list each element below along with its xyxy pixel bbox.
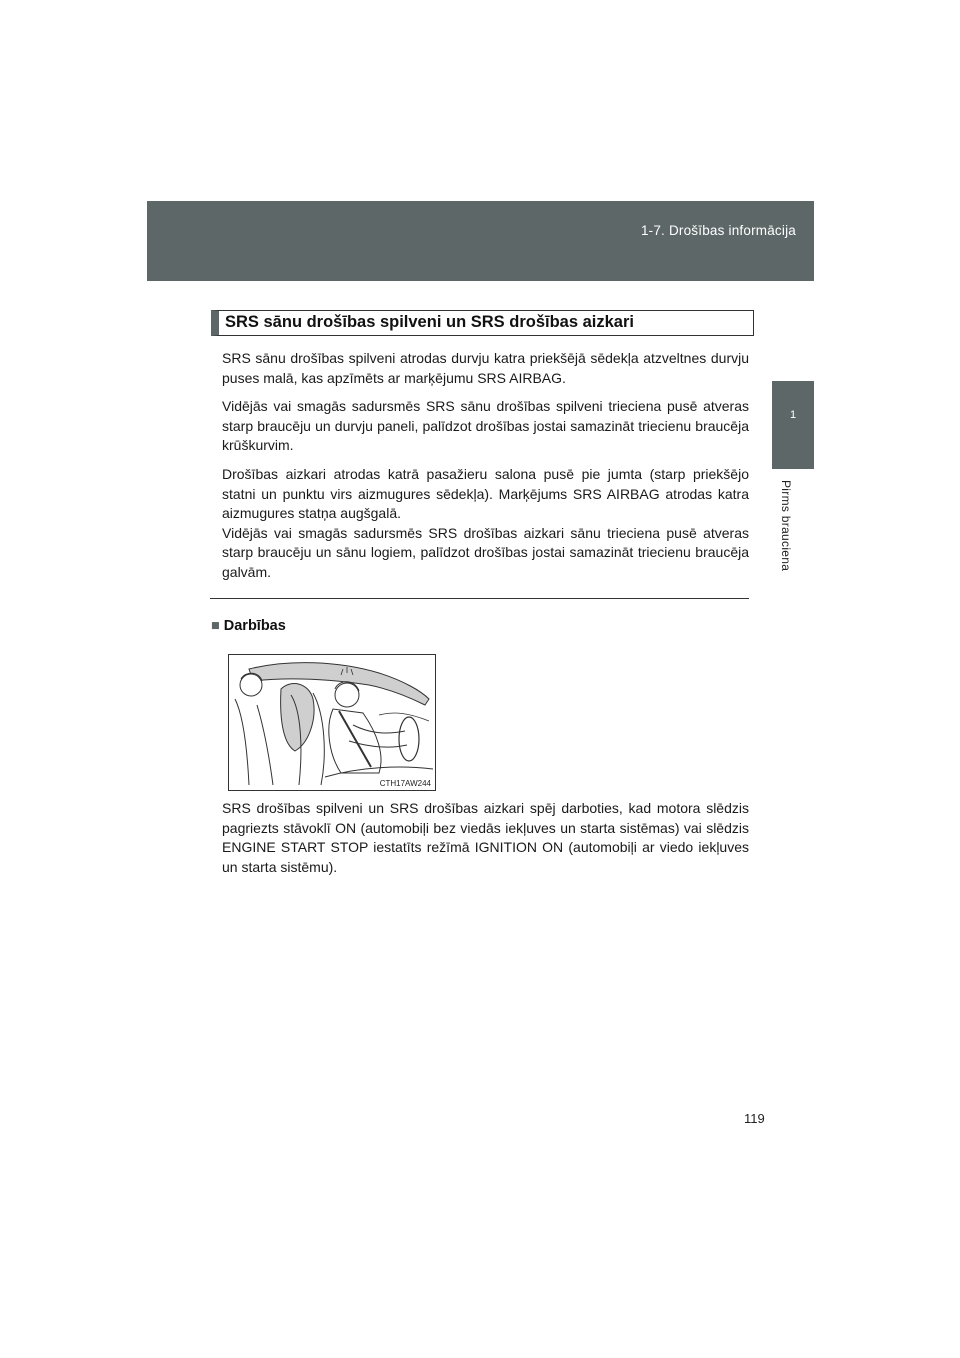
paragraph: Vidējās vai smagās sadursmēs SRS drošības aizkari sānu trieciena pusē atveras starp braucēju un sānu logiem, palīdzot drošības jostai samazināt triecienu braucēja galvām. (222, 524, 749, 580)
section-body (222, 349, 749, 583)
paragraph: SRS drošības spilveni un SRS drošības aizkari spēj darboties, kad motora slēdzis pagriezts stāvoklī ON (automobiļi bez viedās iekļuves un starta sistēmas) vai slēdzis ENGINE START STOP iestatīts režīmā IGNITION ON (automobiļi ar viedo iekļuves un starta sistēmu). (222, 800, 749, 875)
paragraph: SRS sānu drošības spilveni atrodas durvju katra priekšējā sēdekļa atzveltnes durvju puses malā, kas apzīmēts ar marķējumu SRS AIRBAG. (222, 350, 749, 386)
subsection-title: Darbības (223, 618, 286, 634)
page-number: 119 (744, 1111, 765, 1126)
chapter-label: Pirms brauciena (779, 480, 793, 572)
section-title: 1-7. Drošības informācija (640, 223, 796, 238)
subsection-heading (211, 618, 286, 634)
paragraph: Drošības aizkari atrodas katrā pasažieru salona pusē pie jumta (starp priekšējo statni un punktu virs aizmugures sēdekļa). Marķējums SRS AIRBAG atrodas katra aizmugures statņa augšgalā. (222, 465, 749, 522)
subsection-body (222, 799, 749, 877)
divider (210, 598, 749, 599)
bullet-icon: ■ (211, 618, 220, 634)
section-heading (211, 310, 754, 336)
header-band (147, 201, 814, 281)
airbag-illustration (228, 654, 436, 791)
paragraph: Vidējās vai smagās sadursmēs SRS sānu drošības spilveni trieciena pusē atveras starp braucēju un durvju paneli, palīdzot drošības jostai samazināt triecienu braucēja krūškurvim. (222, 398, 749, 454)
chapter-number: 1 (789, 409, 797, 421)
section-heading-text: SRS sānu drošības spilveni un SRS drošības aizkari (225, 313, 634, 331)
chapter-tab (772, 381, 814, 469)
airbag-illustration-drawing (229, 655, 435, 790)
figure-code: CTH17AW244 (379, 779, 431, 788)
